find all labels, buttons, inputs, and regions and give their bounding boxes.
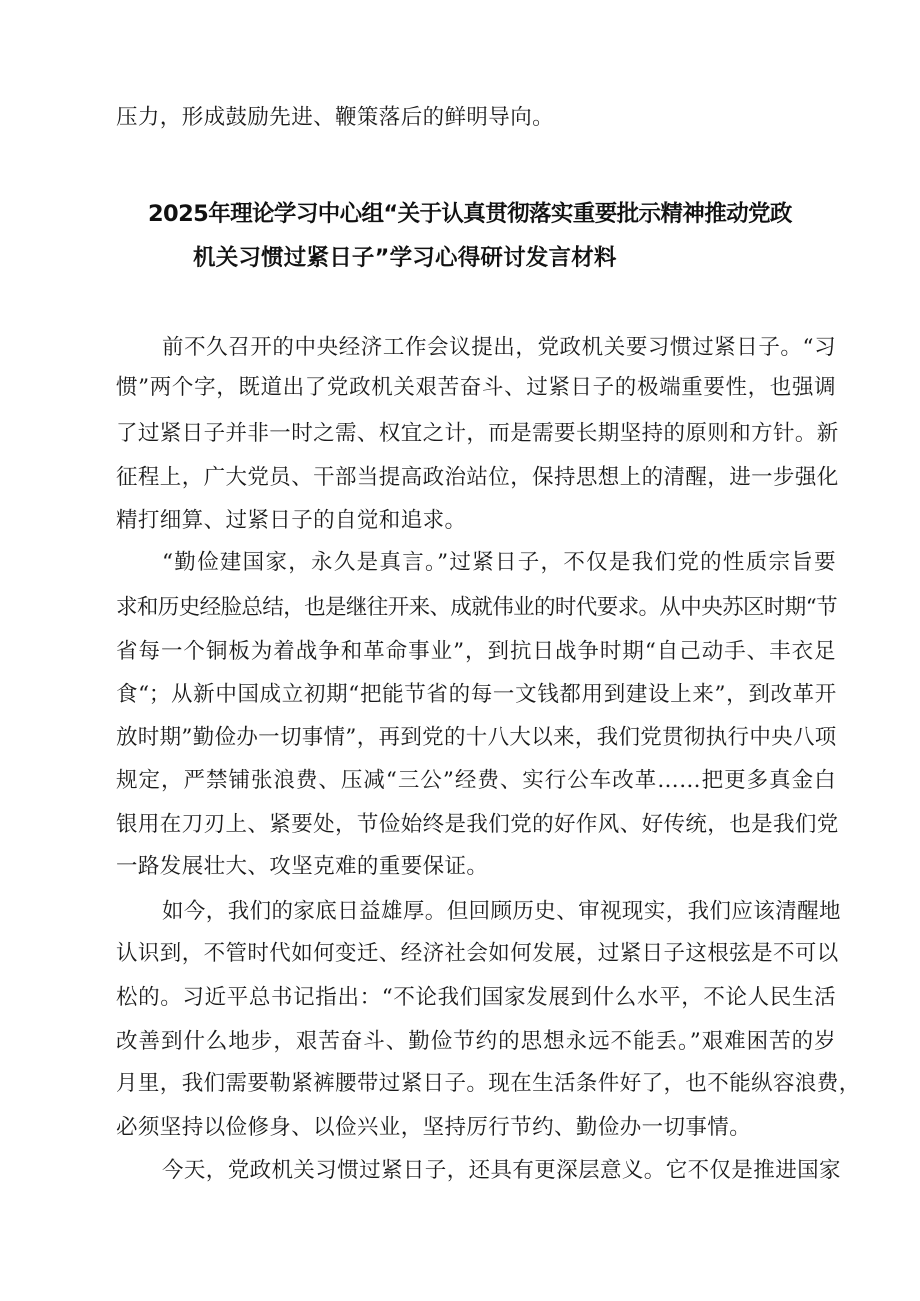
- paragraph-2-line-8: 一路发展壮大、攻坚克难的重要保证。: [116, 854, 489, 879]
- lead-line: 压力，形成鼓励先进、鞭策落后的鲜明导向。: [116, 105, 555, 130]
- paragraph-4-line-1: 今天，党政机关习惯过紧日子，还具有更深层意义。它不仅是推进国家: [162, 1158, 841, 1183]
- paragraph-2-line-5: 放时期”勤俭办一切事情”，再到党的十八大以来，我们党贯彻执行中央八项: [116, 725, 836, 750]
- paragraph-1-line-1: 前不久召开的中央经济工作会议提出，党政机关要习惯过紧日子。“习: [162, 335, 836, 360]
- paragraph-2-line-7: 银用在刀刃上、紧要处，节俭始终是我们党的好作风、好传统，也是我们党: [116, 812, 839, 837]
- paragraph-2-line-1: “勤俭建国家，永久是真言。”过紧日子，不仅是我们党的性质宗旨要: [162, 550, 836, 575]
- paragraph-3-line-4: 改善到什么地步，艰苦奋斗、勤俭节约的思想永远不能丢。”艰难困苦的岁: [116, 1029, 836, 1054]
- paragraph-1-line-3: 了过紧日子并非一时之需、权宜之计，而是需要长期坚持的原则和方针。新: [116, 421, 839, 446]
- paragraph-2-line-3: 省每一个铜板为着战争和革命事业”，到抗日战争时期“自己动手、丰衣足: [116, 639, 836, 664]
- paragraph-3-line-6: 必须坚持以俭修身、以俭兴业，坚持厉行节约、勤俭办一切事情。: [116, 1115, 752, 1140]
- paragraph-3-line-1: 如今，我们的家底日益雄厚。但回顾历史、审视现实，我们应该清醒地: [162, 899, 841, 924]
- paragraph-3-line-2: 认识到，不管时代如何变迁、经济社会如何发展，过紧日子这根弦是不可以: [116, 941, 839, 966]
- paragraph-1-line-2: 惯”两个字，既道出了党政机关艰苦奋斗、过紧日子的极端重要性，也强调: [116, 375, 836, 400]
- paragraph-3-line-5: 月里，我们需要勒紧裤腰带过紧日子。现在生活条件好了，也不能纵容浪费，: [116, 1071, 861, 1096]
- paragraph-2-line-4: 食“；从新中国成立初期“把能节省的每一文钱都用到建设上来”，到改革开: [116, 682, 836, 707]
- paragraph-3-line-3: 松的。习近平总书记指出：“不论我们国家发展到什么水平，不论人民生活: [116, 985, 836, 1010]
- paragraph-1-line-5: 精打细算、过紧日子的自觉和追求。: [116, 508, 467, 533]
- paragraph-2-line-6: 规定，严禁铺张浪费、压减“三公”经费、实行公车改革……把更多真金白: [116, 768, 836, 793]
- paragraph-2-line-2: 求和历史经脸总结，也是继往开来、成就伟业的时代要求。从中央苏区时期“节: [116, 595, 837, 620]
- title-line-2: 机关习惯过紧日子”学习心得研讨发言材料: [193, 245, 617, 271]
- paragraph-1-line-4: 征程上，广大党员、干部当提高政治站位，保持思想上的清醒，进一步强化: [116, 465, 839, 490]
- title-line-1: 2025年理论学习中心组“关于认真贯彻落实重要批示精神推动党政: [148, 201, 792, 227]
